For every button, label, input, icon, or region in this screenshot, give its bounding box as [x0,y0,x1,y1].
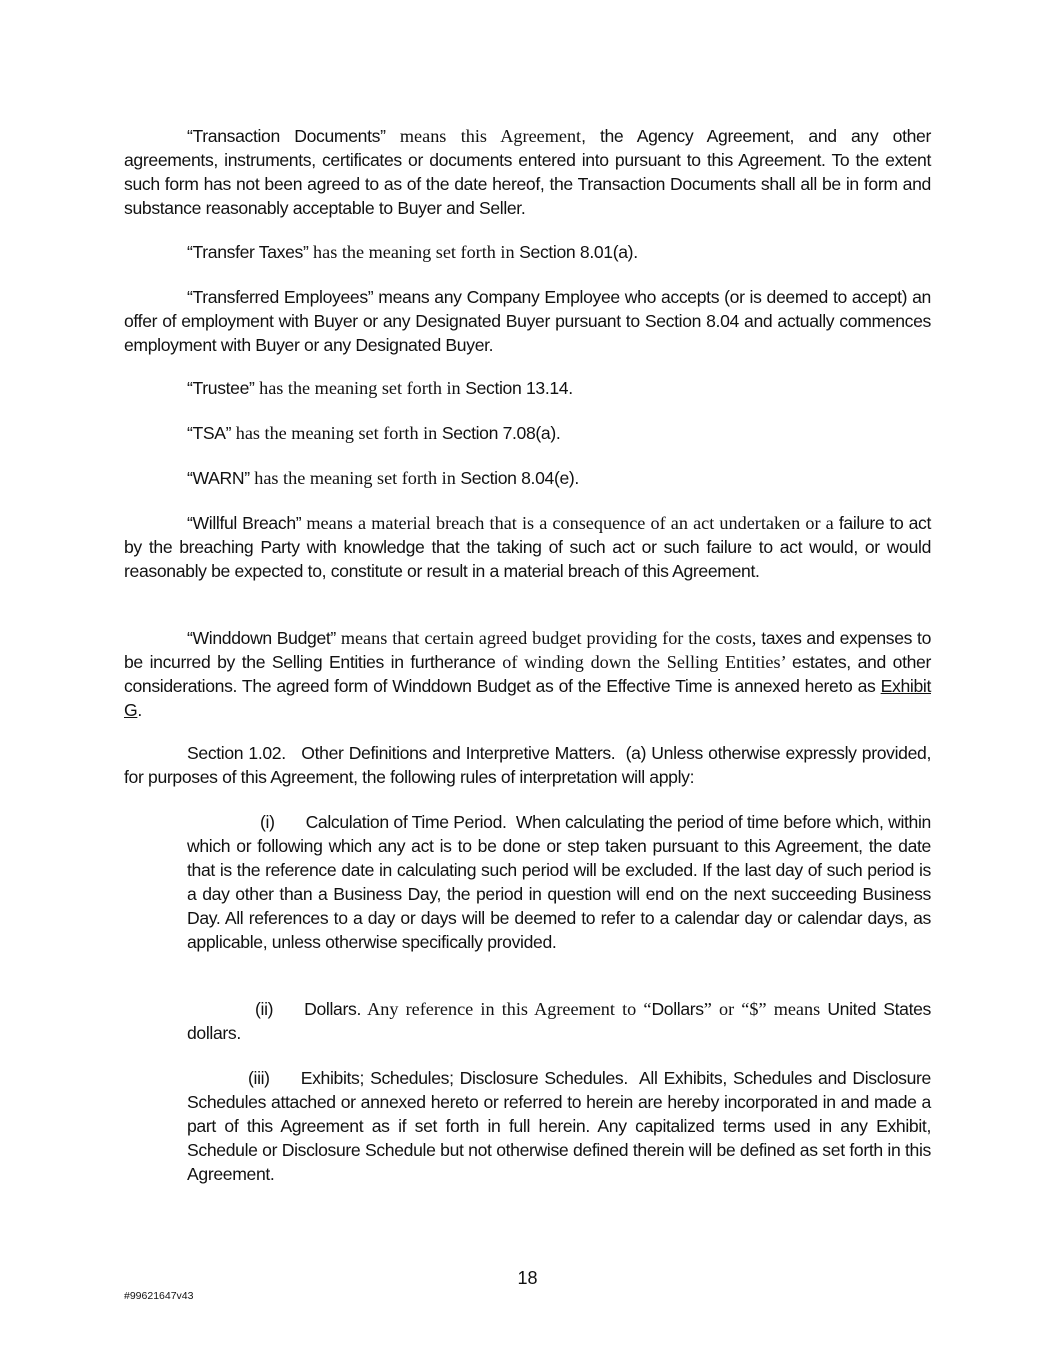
defined-term: “Transfer Taxes” [187,242,309,262]
document-id: #99621647v43 [124,1290,194,1302]
definition-trustee [124,376,931,400]
exhibit-g-reference: Exhibit G [124,676,931,720]
definition-tail: estates, and other considerations. The agreed form of Winddown Budget as of the Effective Time is annexed hereto as [124,652,931,696]
definition-lead: has the meaning set forth in [254,378,466,398]
definition-tsa [124,421,931,445]
definition-lead: has the meaning set forth in [231,423,442,443]
subsection-number: (iii) [248,1068,270,1088]
defined-term: “Transferred Employees” [187,287,374,307]
definition-transferred-employees [124,285,931,357]
definition-body: Section 8.04(e). [460,468,579,488]
page-number: 18 [517,1268,538,1288]
subsection-body: All Exhibits, Schedules and Disclosure Schedules attached or annexed hereto or referred to herein are hereby incorporated in and made a part of this Agreement as if set forth in full herein. Any capitalized terms used in any Exhibit, Schedule or Disclosure Schedule but not otherwise defined therein will be defined as set forth in this Agreement. [187,1068,931,1184]
definition-winddown-budget [124,626,931,722]
definition-lead: means a material breach that is a consequence of an act undertaken or a [301,513,839,533]
subsection-title: Dollars. [304,999,361,1019]
definition-lead: means that certain agreed budget providing for the costs, [335,628,762,648]
section-1-02 [124,741,931,789]
definition-body: failure to act by the breaching Party with knowledge that the taking of such act or such failure to act would, or would reasonably be expected to, constitute or result in a material breach of this Agreement. [124,513,931,581]
defined-term: “Trustee” [187,378,255,398]
subsection-title: Calculation of Time Period. [305,812,507,832]
definition-willful-breach [124,511,931,583]
subsection-number: (ii) [255,999,274,1019]
subsection-body-lead: Any reference in this Agreement to “ [360,999,652,1019]
defined-term: “Winddown Budget” [187,628,336,648]
definition-mid: of winding down the Selling Entities’ [495,652,793,672]
definition-body: means any Company Employee who accepts (or is deemed to accept) an offer of employment with Buyer or any Designated Buyer pursuant to Section 8.04 and actually commences employment with Buyer or any Designated Buyer. [124,287,931,355]
defined-term: “Transaction Documents” [187,126,386,146]
subsection-iii [187,1066,931,1186]
subsection-body-mid: ” or “$” means [703,999,828,1019]
definition-lead: has the meaning set forth in [308,242,520,262]
defined-term: “TSA” [187,423,232,443]
definition-body: Section 7.08(a). [441,423,561,443]
defined-term: “Willful Breach” [187,513,302,533]
definition-transfer-taxes [124,240,931,264]
subsection-body: When calculating the period of time before which, within which or following which any act is to be done or step taken pursuant to this Agreement, the date that is the reference date in calculating such period will be excluded. If the last day of such period is a day other than a Business Day, the period in question will end on the next succeeding Business Day. All references to a day or days will be deemed to refer to a calendar day or calendar days, as applicable, unless otherwise specifically provided. [187,812,931,952]
section-title: Other Definitions and Interpretive Matters. [301,743,616,763]
section-intro: (a) Unless otherwise expressly provided, for purposes of this Agreement, the following rules of interpretation will apply: [124,743,931,787]
definition-lead: means this Agreement [385,126,582,146]
subsection-ii [187,997,931,1045]
subsection-i [187,810,931,954]
defined-term: “WARN” [187,468,250,488]
definition-lead: has the meaning set forth in [249,468,461,488]
subsection-number: (i) [260,812,275,832]
definition-transaction-documents [124,124,931,220]
definition-body: , the Agency Agreement, and any other agreements, instruments, certificates or documents entered into pursuant to this Agreement. To the extent such form has not been agreed to as of the date hereof, the Transaction Documents shall all be in form and substance reasonably acceptable to Buyer and Seller. [124,126,931,218]
definition-body: taxes and expenses to be incurred by the Selling Entities in furtherance [124,628,931,672]
definition-end: . [137,700,142,720]
subsection-title: Exhibits; Schedules; Disclosure Schedules. [300,1068,628,1088]
subsection-quoted-term: Dollars [651,999,704,1019]
definition-body: Section 8.01(a). [519,242,638,262]
section-heading: Section 1.02. [187,743,286,763]
definition-body: Section 13.14. [465,378,573,398]
definition-warn [124,466,931,490]
subsection-body: United States dollars. [187,999,931,1043]
